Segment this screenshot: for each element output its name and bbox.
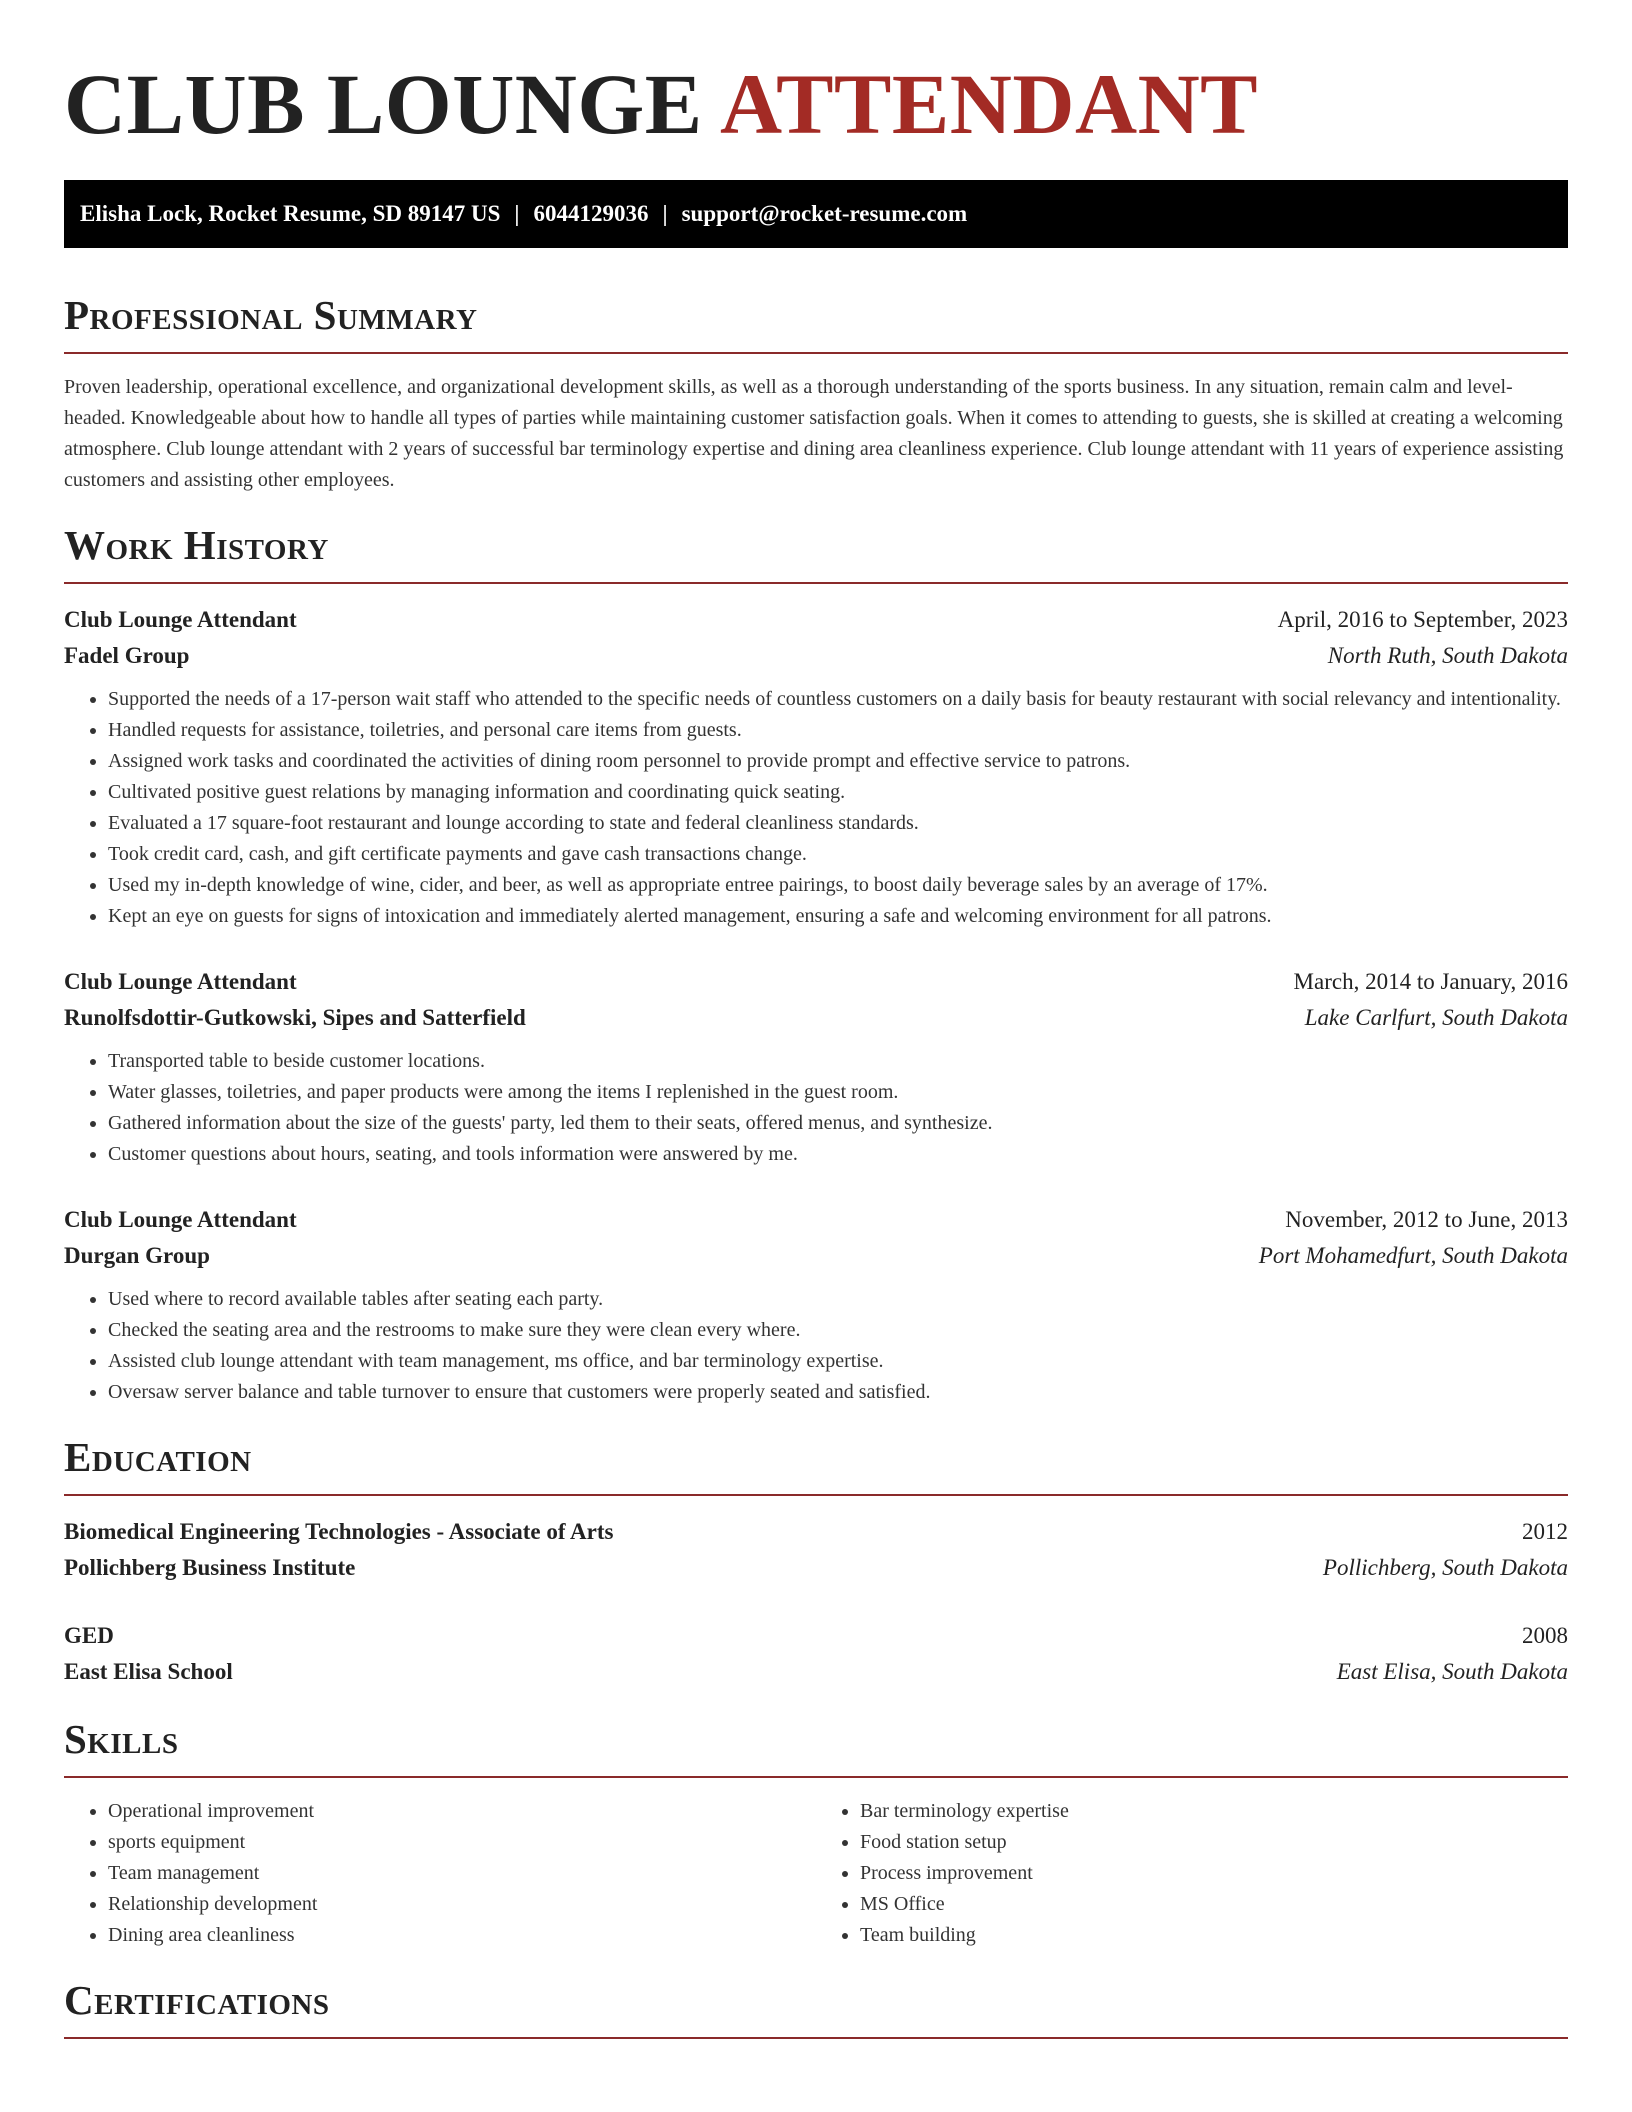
title-accent: ATTENDANT <box>719 56 1259 152</box>
job-company-row <box>64 1000 1568 1036</box>
list-item: • Assigned work tasks and coordinated the activities of dining room personnel to provide prompt and effective service to patrons. <box>108 746 1568 777</box>
education-location: East Elisa, South Dakota <box>1336 1659 1568 1684</box>
contact-bar <box>64 180 1568 248</box>
education-degree: Biomedical Engineering Technologies - Associate of Arts <box>64 1519 614 1544</box>
list-item: • Checked the seating area and the restrooms to make sure they were clean every where. <box>108 1315 1568 1346</box>
list-item: • MS Office <box>860 1889 1568 1920</box>
list-item: • Evaluated a 17 square-foot restaurant and lounge according to state and federal cleanliness standards. <box>108 808 1568 839</box>
contact-separator: | <box>662 201 668 226</box>
education-school-row <box>64 1654 1568 1690</box>
job-entry <box>64 964 1568 1170</box>
list-item: • Food station setup <box>860 1827 1568 1858</box>
work-history-section <box>64 522 1568 1408</box>
certifications-section <box>64 1977 1568 2039</box>
job-company: Durgan Group <box>64 1243 210 1268</box>
list-item: • Water glasses, toiletries, and paper products were among the items I replenished in the guest room. <box>108 1077 1568 1108</box>
contact-email[interactable]: support@rocket-resume.com <box>681 201 968 226</box>
certifications-heading: Certifications <box>64 1977 1568 2039</box>
education-entry <box>64 1514 1568 1586</box>
education-school: Pollichberg Business Institute <box>64 1555 356 1580</box>
education-section <box>64 1434 1568 1690</box>
job-company-row <box>64 638 1568 674</box>
education-degree: GED <box>64 1623 114 1648</box>
contact-phone[interactable]: 6044129036 <box>533 201 649 226</box>
skills-right-column <box>816 1796 1568 1951</box>
education-entry <box>64 1618 1568 1690</box>
summary-text: Proven leadership, operational excellence, and organizational development skills, as well as a thorough understanding of the sports business. In any situation, remain calm and level-headed. Knowledgeable about how to handle all types of parties while maintaining customer satisfaction goals. When it comes to attending to guests, she is skilled at creating a welcoming atmosphere. Club lounge attendant with 2 years of successful bar terminology expertise and dining area cleanliness experience. Club lounge attendant with 11 years of experience assisting customers and assisting other employees. <box>64 376 1564 491</box>
list-item: • Dining area cleanliness <box>108 1920 816 1951</box>
list-item: • Customer questions about hours, seating, and tools information were answered by me. <box>108 1139 1568 1170</box>
list-item: • sports equipment <box>108 1827 816 1858</box>
list-item: • Team building <box>860 1920 1568 1951</box>
skills-heading: Skills <box>64 1716 1568 1778</box>
job-title-row <box>64 964 1568 1000</box>
contact-address: Elisha Lock, Rocket Resume, SD 89147 US <box>80 201 501 226</box>
resume-title <box>64 0 1568 152</box>
list-item: • Oversaw server balance and table turnover to ensure that customers were properly seated and satisfied. <box>108 1377 1568 1408</box>
job-title-row <box>64 602 1568 638</box>
job-location: Lake Carlfurt, South Dakota <box>1304 1005 1568 1030</box>
education-heading: Education <box>64 1434 1568 1496</box>
job-entry <box>64 602 1568 932</box>
job-dates: November, 2012 to June, 2013 <box>1285 1207 1568 1232</box>
job-company: Runolfsdottir-Gutkowski, Sipes and Satterfield <box>64 1005 526 1030</box>
list-item: • Relationship development <box>108 1889 816 1920</box>
work-history-heading: Work History <box>64 522 1568 584</box>
list-item: • Bar terminology expertise <box>860 1796 1568 1827</box>
job-title-row <box>64 1202 1568 1238</box>
contact-separator: | <box>514 201 520 226</box>
education-year: 2008 <box>1522 1623 1568 1648</box>
skills-section <box>64 1716 1568 1951</box>
job-bullets <box>64 1046 1568 1170</box>
list-item: • Transported table to beside customer locations. <box>108 1046 1568 1077</box>
job-bullets <box>64 1284 1568 1408</box>
skills-grid <box>64 1796 1568 1951</box>
job-location: North Ruth, South Dakota <box>1327 643 1568 668</box>
summary-section <box>64 292 1568 496</box>
job-bullets <box>64 684 1568 932</box>
job-dates: April, 2016 to September, 2023 <box>1277 607 1568 632</box>
education-degree-row <box>64 1514 1568 1550</box>
list-item: • Used my in-depth knowledge of wine, cider, and beer, as well as appropriate entree pairings, to boost daily beverage sales by an average of 17%. <box>108 870 1568 901</box>
job-location: Port Mohamedfurt, South Dakota <box>1258 1243 1568 1268</box>
title-first: CLUB LOUNGE <box>64 56 703 152</box>
education-school-row <box>64 1550 1568 1586</box>
education-degree-row <box>64 1618 1568 1654</box>
list-item: • Took credit card, cash, and gift certificate payments and gave cash transactions change. <box>108 839 1568 870</box>
job-title: Club Lounge Attendant <box>64 607 297 632</box>
job-company-row <box>64 1238 1568 1274</box>
summary-heading: Professional Summary <box>64 292 1568 354</box>
list-item: • Process improvement <box>860 1858 1568 1889</box>
education-school: East Elisa School <box>64 1659 233 1684</box>
list-item: • Gathered information about the size of the guests' party, led them to their seats, offered menus, and synthesize. <box>108 1108 1568 1139</box>
list-item: • Operational improvement <box>108 1796 816 1827</box>
job-title: Club Lounge Attendant <box>64 969 297 994</box>
list-item: • Assisted club lounge attendant with team management, ms office, and bar terminology expertise. <box>108 1346 1568 1377</box>
list-item: • Handled requests for assistance, toiletries, and personal care items from guests. <box>108 715 1568 746</box>
list-item: • Used where to record available tables after seating each party. <box>108 1284 1568 1315</box>
job-dates: March, 2014 to January, 2016 <box>1293 969 1568 994</box>
list-item: • Cultivated positive guest relations by managing information and coordinating quick seating. <box>108 777 1568 808</box>
job-entry <box>64 1202 1568 1408</box>
list-item: • Kept an eye on guests for signs of intoxication and immediately alerted management, ensuring a safe and welcoming environment for all patrons. <box>108 901 1568 932</box>
education-year: 2012 <box>1522 1519 1568 1544</box>
list-item: • Team management <box>108 1858 816 1889</box>
list-item: • Supported the needs of a 17-person wait staff who attended to the specific needs of countless customers on a daily basis for beauty restaurant with social relevancy and intentionality. <box>108 684 1568 715</box>
education-location: Pollichberg, South Dakota <box>1322 1555 1568 1580</box>
job-title: Club Lounge Attendant <box>64 1207 297 1232</box>
skills-left-column <box>64 1796 816 1951</box>
job-company: Fadel Group <box>64 643 190 668</box>
